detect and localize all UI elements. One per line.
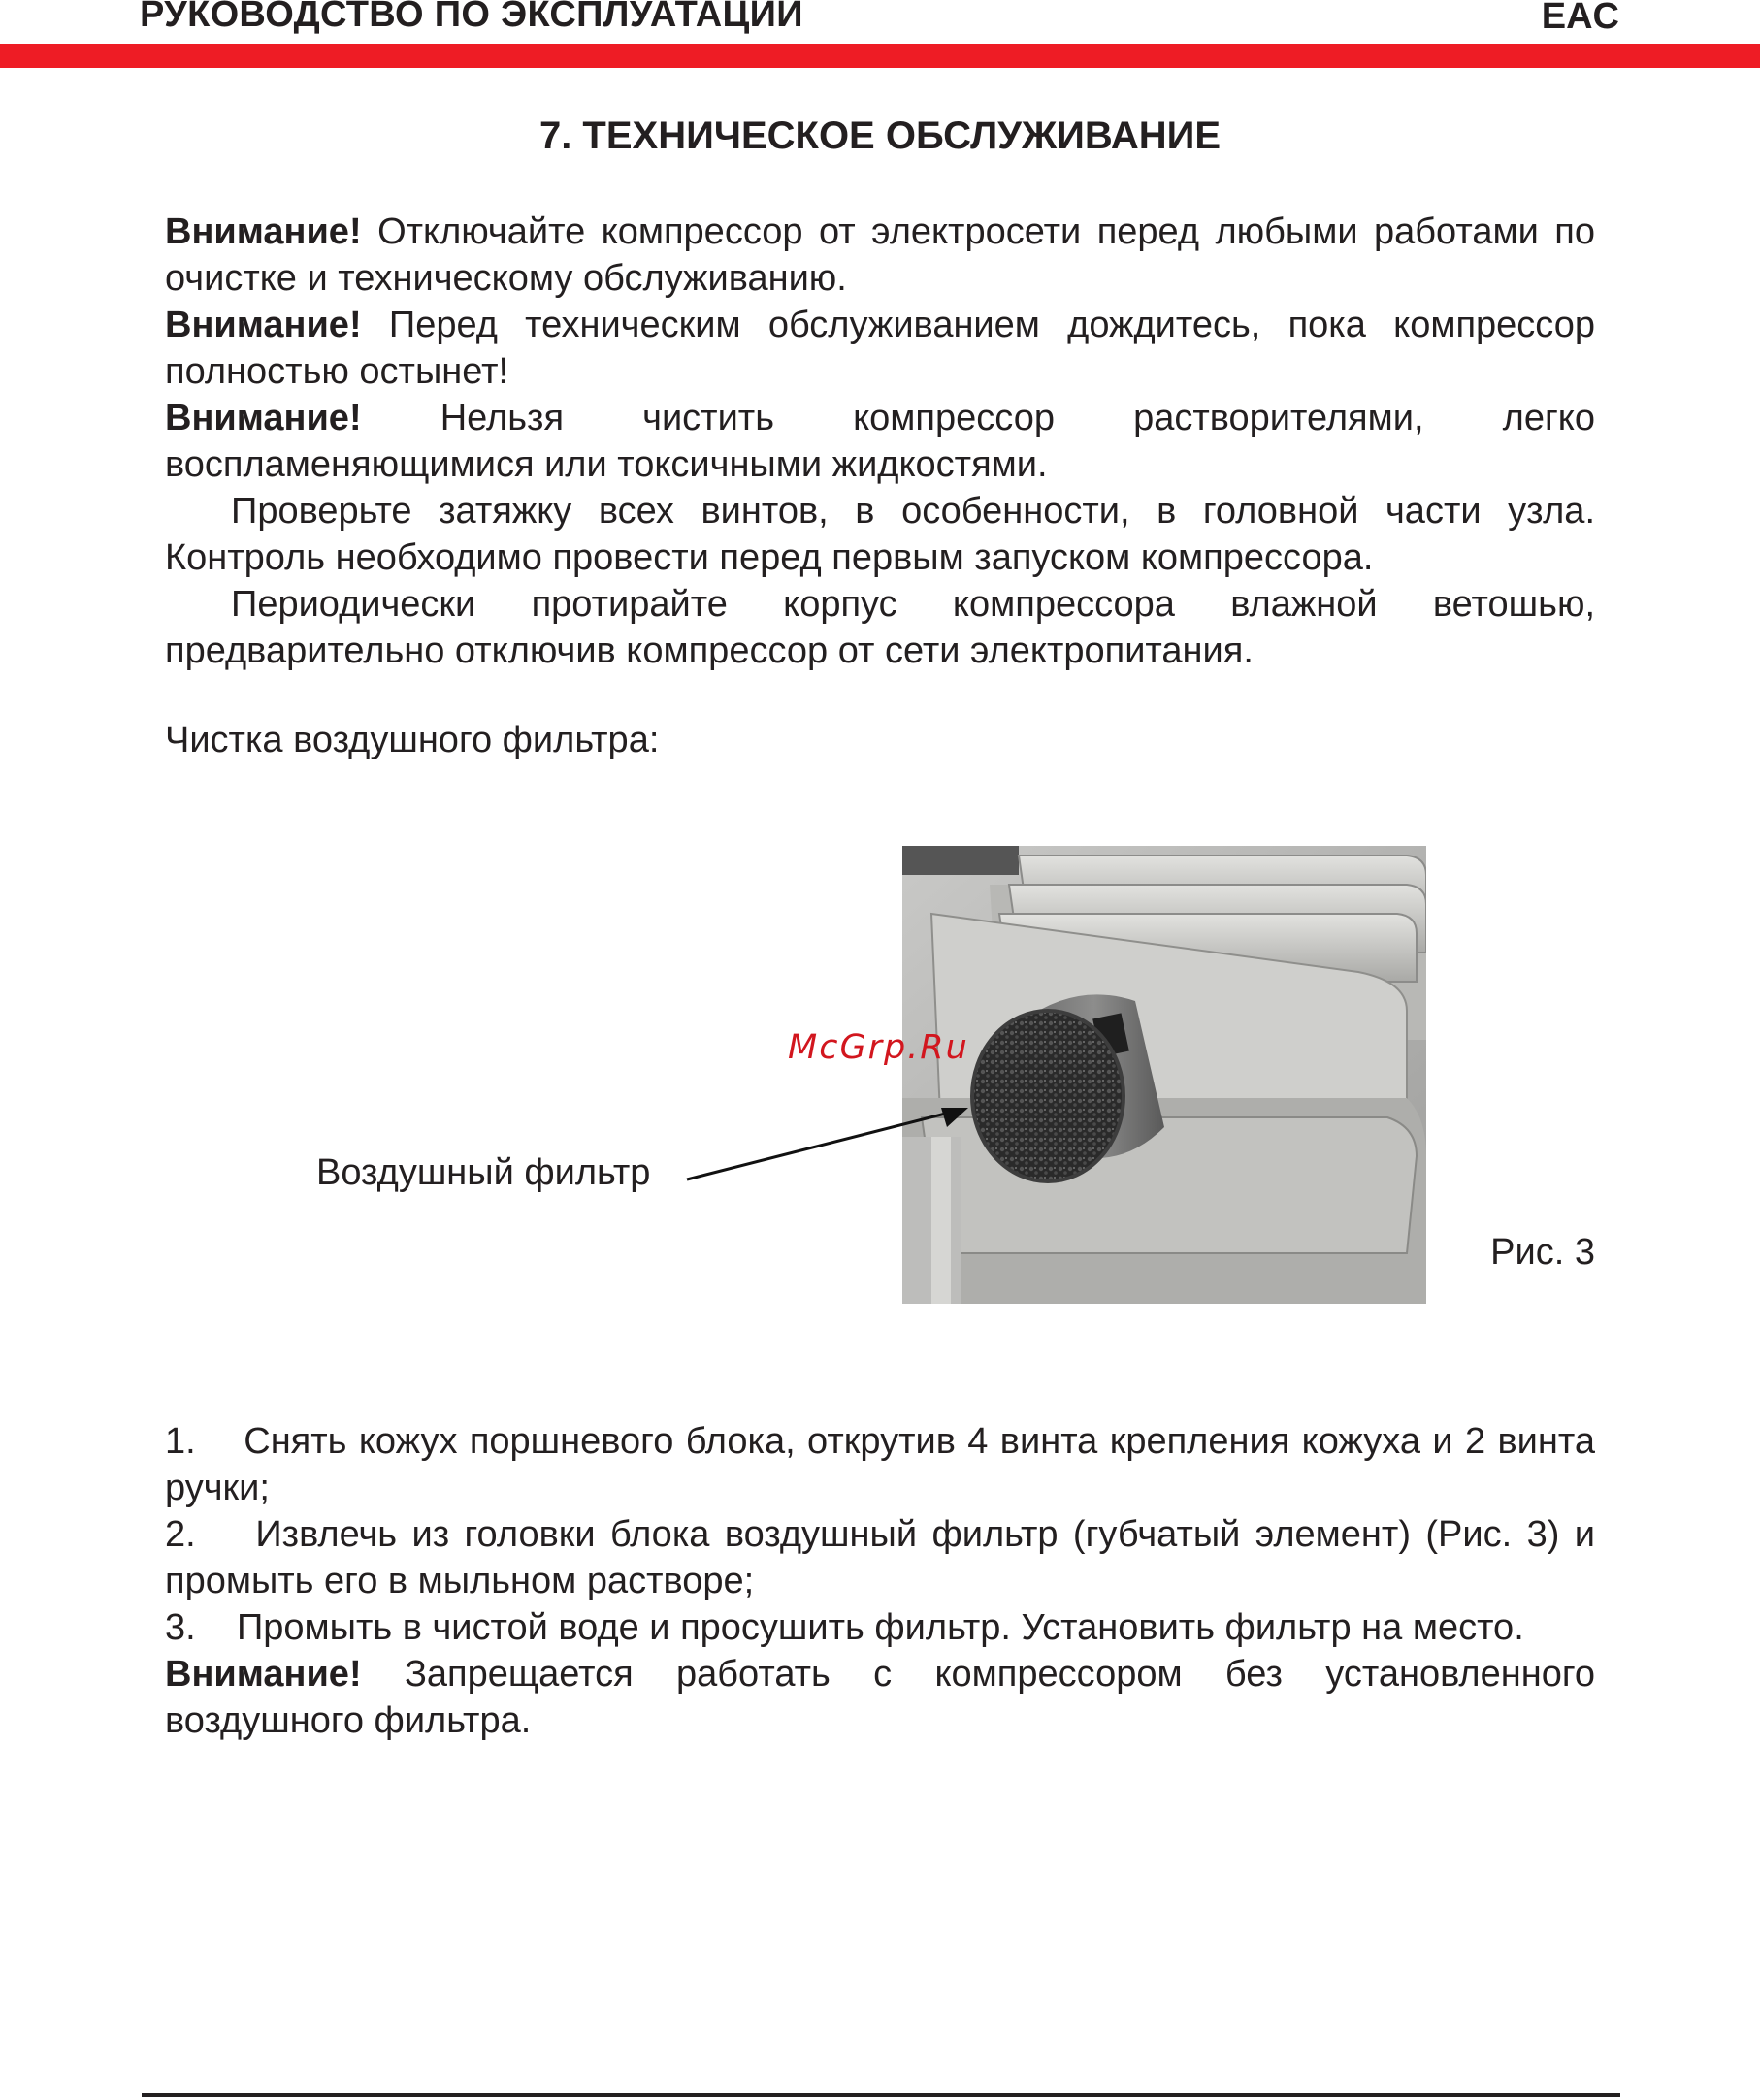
watermark-text: McGrp.Ru: [788, 1028, 969, 1067]
filter-cleaning-steps: [165, 1418, 1595, 1744]
figure-caption: Рис. 3: [1490, 1232, 1595, 1273]
screws-paragraph: Проверьте затяжку всех винтов, в особенности, в головной части узла. Контроль необходимо провести перед первым запуском компрессора.: [165, 491, 1595, 578]
warning-label: Внимание!: [165, 211, 362, 252]
step-text: Снять кожух поршневого блока, открутив 4 винта крепления кожуха и 2 винта ручки;: [165, 1421, 1595, 1508]
step-number: 1.: [165, 1421, 196, 1462]
manual-header-title: РУКОВОДСТВО ПО ЭКСПЛУАТАЦИИ: [140, 0, 803, 35]
step-text: Извлечь из головки блока воздушный фильтр (губчатый элемент) (Рис. 3) и промыть его в мыльном растворе;: [165, 1514, 1596, 1601]
warning-paragraph-2: [165, 302, 1595, 395]
step-text: Промыть в чистой воде и просушить фильтр. Установить фильтр на место.: [236, 1607, 1524, 1648]
warning-label: Внимание!: [165, 305, 362, 345]
warning-text: Запрещается работать с компрессором без установленного воздушного фильтра.: [165, 1654, 1595, 1741]
warning-paragraph-3: [165, 395, 1595, 488]
warning-text: Отключайте компрессор от электросети перед любыми работами по очистке и техническому обслуживанию.: [165, 211, 1595, 299]
section-title: 7. ТЕХНИЧЕСКОЕ ОБСЛУЖИВАНИЕ: [538, 114, 1222, 157]
air-filter-photo: [902, 846, 1426, 1304]
step-number: 3.: [165, 1607, 196, 1648]
warning-text: Перед техническим обслуживанием дождитесь, пока компрессор полностью остынет!: [165, 305, 1596, 392]
list-item: [165, 1604, 1595, 1651]
air-filter-callout-label: Воздушный фильтр: [316, 1152, 651, 1193]
warning-text: Нельзя чистить компрессор растворителями, легко воспламеняющимися или токсичными жидкостями.: [165, 398, 1595, 485]
warning-paragraph-1: [165, 209, 1595, 302]
cleaning-paragraph: Периодически протирайте корпус компрессора влажной ветошью, предварительно отключив компрессор от сети электропитания.: [165, 584, 1595, 671]
warning-label: Внимание!: [165, 398, 362, 438]
filter-cleaning-heading: Чистка воздушного фильтра:: [165, 720, 660, 760]
maintenance-intro-text: [165, 209, 1595, 674]
compressor-head-illustration: [902, 846, 1426, 1304]
header-accent-bar: [0, 44, 1760, 68]
footer-rule: [142, 2093, 1620, 2097]
callout-arrow-icon: [679, 1096, 990, 1193]
final-warning-paragraph: [165, 1651, 1595, 1744]
eac-certification-mark: EAC: [1541, 0, 1619, 37]
list-item: [165, 1511, 1595, 1604]
step-number: 2.: [165, 1514, 196, 1555]
list-item: [165, 1418, 1595, 1511]
warning-label: Внимание!: [165, 1654, 362, 1695]
